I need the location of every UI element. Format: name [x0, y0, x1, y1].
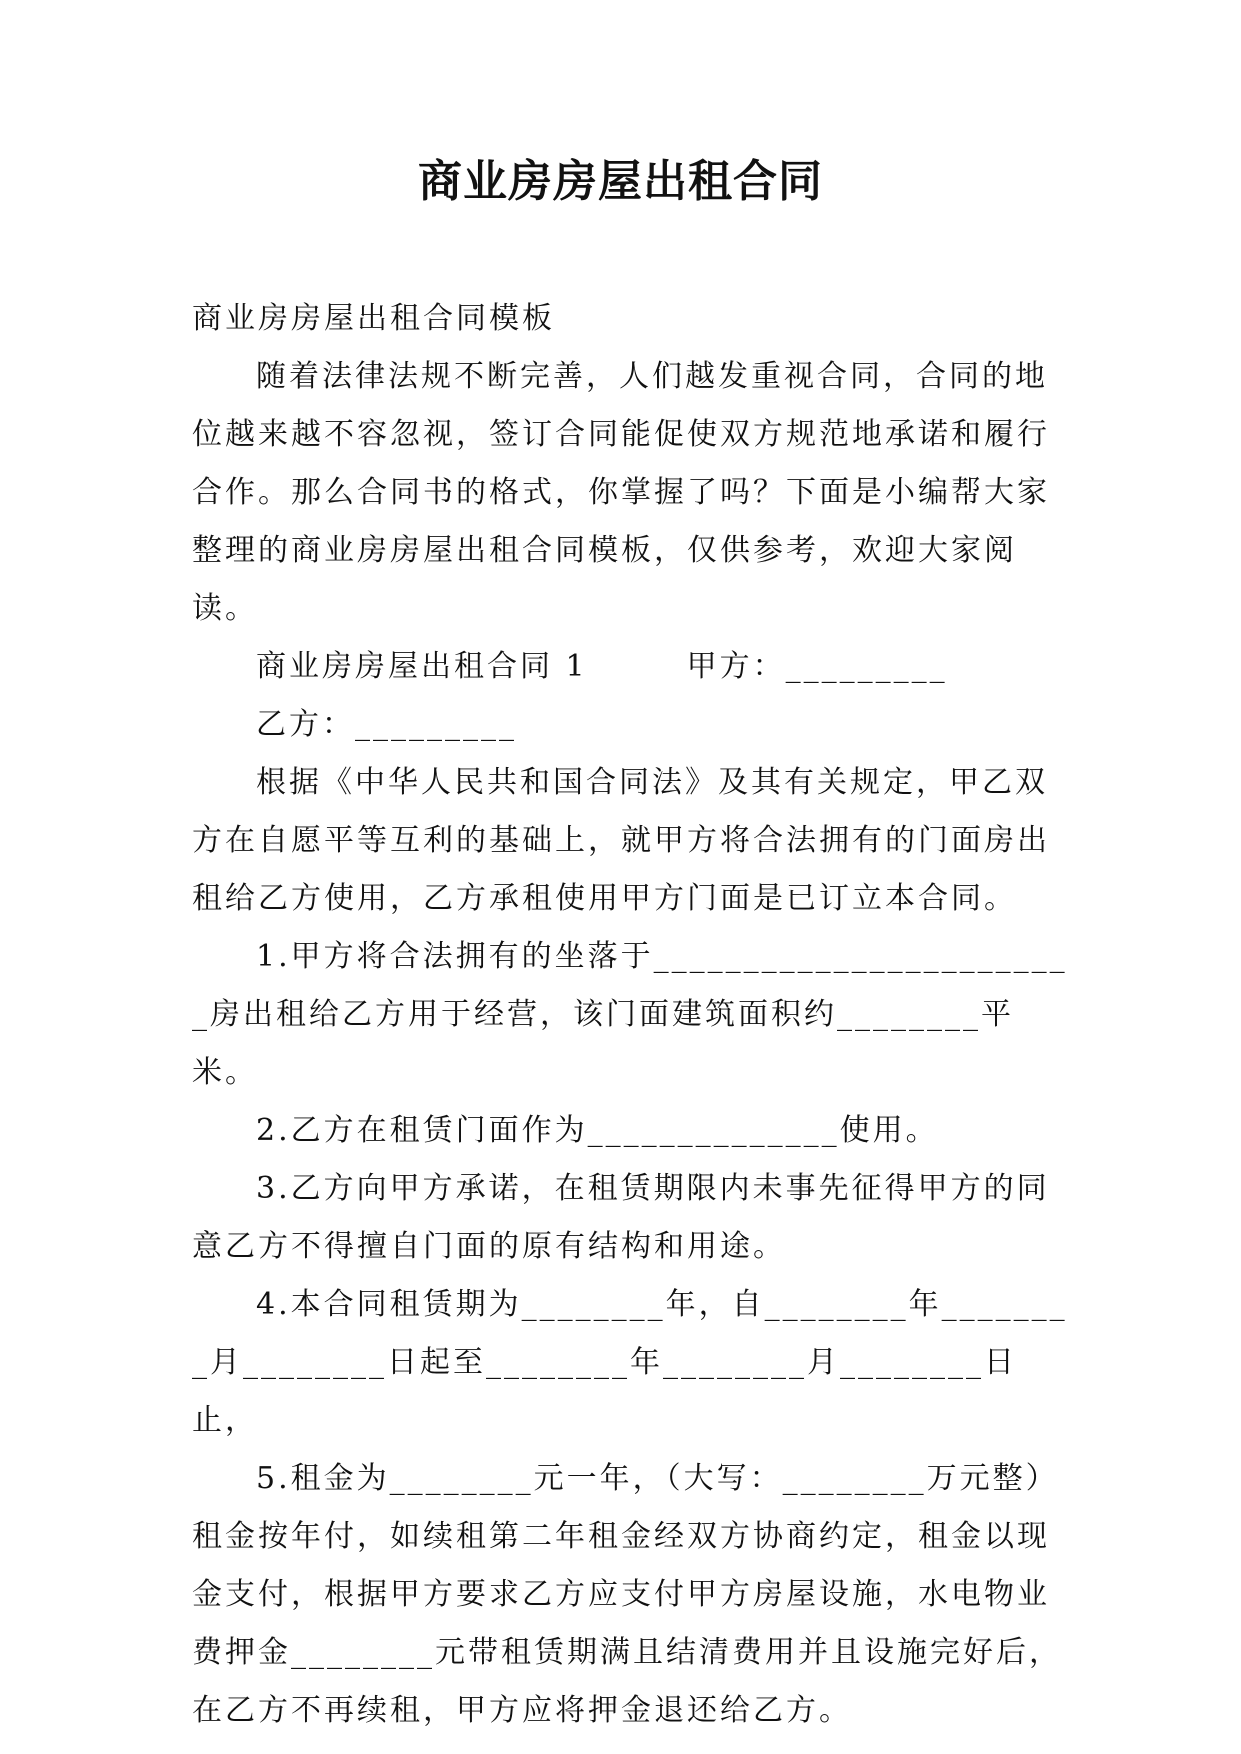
paragraph-preamble: 根据《中华人民共和国合同法》及其有关规定，甲乙双方在自愿平等互利的基础上，就甲方将合法拥有的门面房出租给乙方使用，乙方承租使用甲方门面是已订立本合同。 — [192, 765, 1050, 916]
paragraph-intro: 随着法律法规不断完善，人们越发重视合同，合同的地位越来越不容忽视，签订合同能促使双方规范地承诺和履行合作。那么合同书的格式，你掌握了吗？下面是小编帮大家整理的商业房房屋出租合同模板，仅供参考，欢迎大家阅读。 — [192, 359, 1050, 626]
clause-2: 2.乙方在租赁门面作为______________使用。 — [256, 1113, 939, 1148]
document-title: 商业房房屋出租合同 — [418, 156, 823, 207]
clause-5: 5.租金为________元一年，（大写：________万元整）租金按年付，如续租第二年租金经双方协商约定，租金以现金支付，根据甲方要求乙方应支付甲方房屋设施，水电物业费押金________元带租赁期满且结清费用并且设施完好后，在乙方不再续租，甲方应将押金退还给乙方。 — [192, 1461, 1062, 1728]
paragraph-party-b: 乙方：_________ — [256, 707, 517, 742]
clause-4: 4.本合同租赁期为________年，自________年________月________日起至________年________月________日止， — [192, 1287, 1068, 1438]
paragraph-contract-heading-party-a: 商业房房屋出租合同 1 甲方：_________ — [256, 649, 948, 684]
clause-1: 1.甲方将合法拥有的坐落于________________________房出租给乙方用于经营，该门面建筑面积约________平米。 — [192, 939, 1068, 1090]
clause-3: 3.乙方向甲方承诺，在租赁期限内未事先征得甲方的同意乙方不得擅自门面的原有结构和用途。 — [192, 1171, 1050, 1264]
paragraph-template-name: 商业房房屋出租合同模板 — [192, 301, 555, 336]
document-body — [192, 290, 1072, 1740]
